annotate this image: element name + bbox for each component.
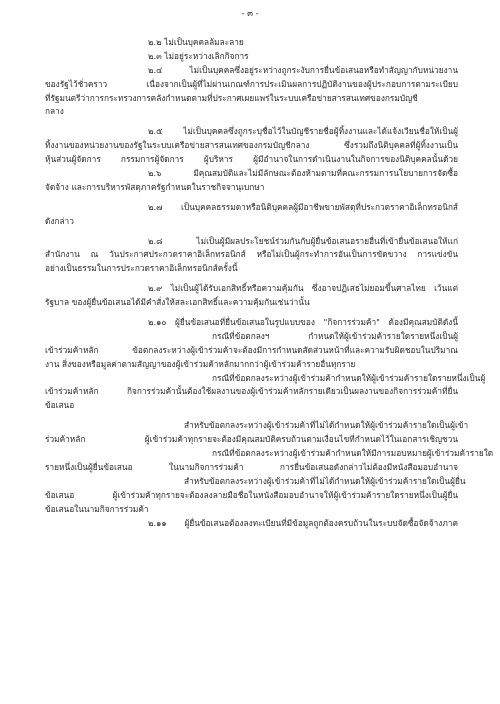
- body-line: กรณีที่ข้อตกลงระหว่างผู้เข้าร่วมค้ากำหนดให้ผู้เข้าร่วมค้ารายใดรายหนึ่งเป็นผู้: [212, 372, 486, 383]
- body-line: อย่างเป็นธรรมในการประกวดราคาอิเล็กทรอนิกส์ครั้งนี้: [45, 263, 238, 274]
- body-line: กลาง: [45, 106, 64, 117]
- body-line: ของรัฐไว้ชั่วคราว เนื่องจากเป็นผู้ที่ไม่ผ่านเกณฑ์การประเมินผลการปฏิบัติงานของผู้ประกอบการตามระเบียบ: [45, 78, 458, 89]
- body-line: ที่รัฐมนตรีว่าการกระทรวงการคลังกำหนดตามที่ประกาศเผยแพร่ในระบบเครือข่ายสารสนเทศของกรมบัญชี: [45, 92, 418, 103]
- clause-2-8: ๒.๘ ไม่เป็นผู้มีผลประโยชน์ร่วมกันกับผู้ยื่นข้อเสนอรายอื่นที่เข้ายื่นข้อเสนอให้แก่: [148, 235, 458, 246]
- body-line: สำหรับข้อตกลงระหว่างผู้เข้าร่วมค้าที่ไม่ได้กำหนดให้ผู้เข้าร่วมค้ารายใดเป็นผู้เข้า: [184, 420, 469, 431]
- body-line: กรณีที่ข้อตกลงฯ กำหนดให้ผู้เข้าร่วมค้ารายใดรายหนึ่งเป็นผู้: [212, 330, 458, 341]
- body-line: ดังกล่าว: [45, 215, 74, 226]
- clause-2-3: ๒.๓ ไม่อยู่ระหว่างเลิกกิจการ: [148, 50, 249, 61]
- body-line: ทิ้งงานของหน่วยงานของรัฐในระบบเครือข่ายสารสนเทศของกรมบัญชีกลาง ซึ่งรวมถึงนิติบุคคลที่ผู้ทิ้งงานเป็น: [45, 140, 458, 151]
- body-line: ร่วมค้าหลัก ผู้เข้าร่วมค้าทุกรายจะต้องมีคุณสมบัติครบถ้วนตามเงื่อนไขที่กำหนดไว้ในเอกสารเชิญชวน: [45, 434, 458, 445]
- body-line: รัฐบาล ของผู้ยื่นข้อเสนอได้มีคำสั่งให้สละเอกสิทธิ์และความคุ้มกันเช่นว่านั้น: [45, 297, 310, 308]
- clause-2-7: ๒.๗ เป็นบุคคลธรรมดาหรือนิติบุคคลผู้มีอาชีพขายพัสดุที่ประกวดราคาอิเล็กทรอนิกส์: [148, 201, 458, 212]
- clause-2-11: ๒.๑๑ ผู้ยื่นข้อเสนอต้องลงทะเบียนที่มีข้อมูลถูกต้องครบถ้วนในระบบจัดซื้อจัดจ้างภาค: [148, 517, 458, 528]
- clause-2-10: ๒.๑๐ ผู้ยื่นข้อเสนอที่ยื่นข้อเสนอในรูปแบบของ "กิจการร่วมค้า" ต้องมีคุณสมบัติดังนี้: [148, 317, 458, 328]
- clause-2-6: ๒.๖ มีคุณสมบัติและไม่มีลักษณะต้องห้ามตามที่คณะกรรมการนโยบายการจัดซื้อ: [148, 168, 458, 179]
- page-number: - ๓ -: [241, 9, 259, 19]
- clause-2-2: ๒.๒ ไม่เป็นบุคคลล้มละลาย: [148, 37, 244, 47]
- body-line: เข้าร่วมค้าหลัก ข้อตกลงระหว่างผู้เข้าร่วมค้าจะต้องมีการกำหนดสัดส่วนหน้าที่และความรับผิดชอบในปริมาณ: [45, 344, 458, 355]
- body-line: หุ้นส่วนผู้จัดการ กรรมการผู้จัดการ ผู้บริหาร ผู้มีอำนาจในการดำเนินงานในกิจการของนิติบุคคลนั้นด้วย: [45, 154, 458, 165]
- clause-2-9: ๒.๙ ไม่เป็นผู้ได้รับเอกสิทธิ์หรือความคุ้มกัน ซึ่งอาจปฏิเสธไม่ยอมขึ้นศาลไทย เว้นแต่: [148, 283, 458, 294]
- body-line: สำนักงาน ณ วันประกาศประกวดราคาอิเล็กทรอนิกส์ หรือไม่เป็นผู้กระทำการอันเป็นการขัดขวาง การแข่งขัน: [45, 249, 458, 260]
- document-body: [45, 36, 494, 530]
- body-line: กรณีที่ข้อตกลงระหว่างผู้เข้าร่วมค้ากำหนดให้มีการมอบหมายผู้เข้าร่วมค้ารายใด: [212, 448, 494, 459]
- body-line: ข้อเสนอ: [45, 400, 75, 411]
- body-line: รายหนึ่งเป็นผู้ยื่นข้อเสนอ ในนามกิจการร่วมค้า การยื่นข้อเสนอดังกล่าวไม่ต้องมีหนังสือมอบอำนาจ: [45, 461, 458, 472]
- body-line: ข้อเสนอในนามกิจการร่วมค้า: [45, 503, 149, 514]
- clause-2-5: ๒.๕ ไม่เป็นบุคคลซึ่งถูกระบุชื่อไว้ในบัญชีรายชื่อผู้ทิ้งงานและได้แจ้งเวียนชื่อให้เป็นผู้: [148, 126, 458, 137]
- body-line: จัดจ้าง และการบริหารพัสดุภาครัฐกำหนดในราชกิจจานุเบกษา: [45, 181, 265, 192]
- body-line: ข้อเสนอ ผู้เข้าร่วมค้าทุกรายจะต้องลงลายมือชื่อในหนังสือมอบอำนาจให้ผู้เข้าร่วมค้ารายใดรายหนึ่งเป็นผู้ยื่น: [45, 489, 458, 500]
- clause-2-4: ๒.๔ ไม่เป็นบุคคลซึ่งอยู่ระหว่างถูกระงับการยื่นข้อเสนอหรือทำสัญญากับหน่วยงาน: [148, 64, 458, 75]
- body-line: เข้าร่วมค้าหลัก กิจการร่วมค้านั้นต้องใช้ผลงานของผู้เข้าร่วมค้าหลักรายเดียวเป็นผลงานของกิจการร่วมค้าที่ยื่น: [45, 386, 458, 397]
- body-line: งาน สิ่งของหรือมูลค่าตามสัญญาของผู้เข้าร่วมค้าหลักมากกว่าผู้เข้าร่วมค้ารายอื่นทุกราย: [45, 358, 356, 369]
- body-line: สำหรับข้อตกลงระหว่างผู้เข้าร่วมค้าที่ไม่ได้กำหนดให้ผู้เข้าร่วมค้ารายใดเป็นผู้ยื่น: [184, 475, 466, 486]
